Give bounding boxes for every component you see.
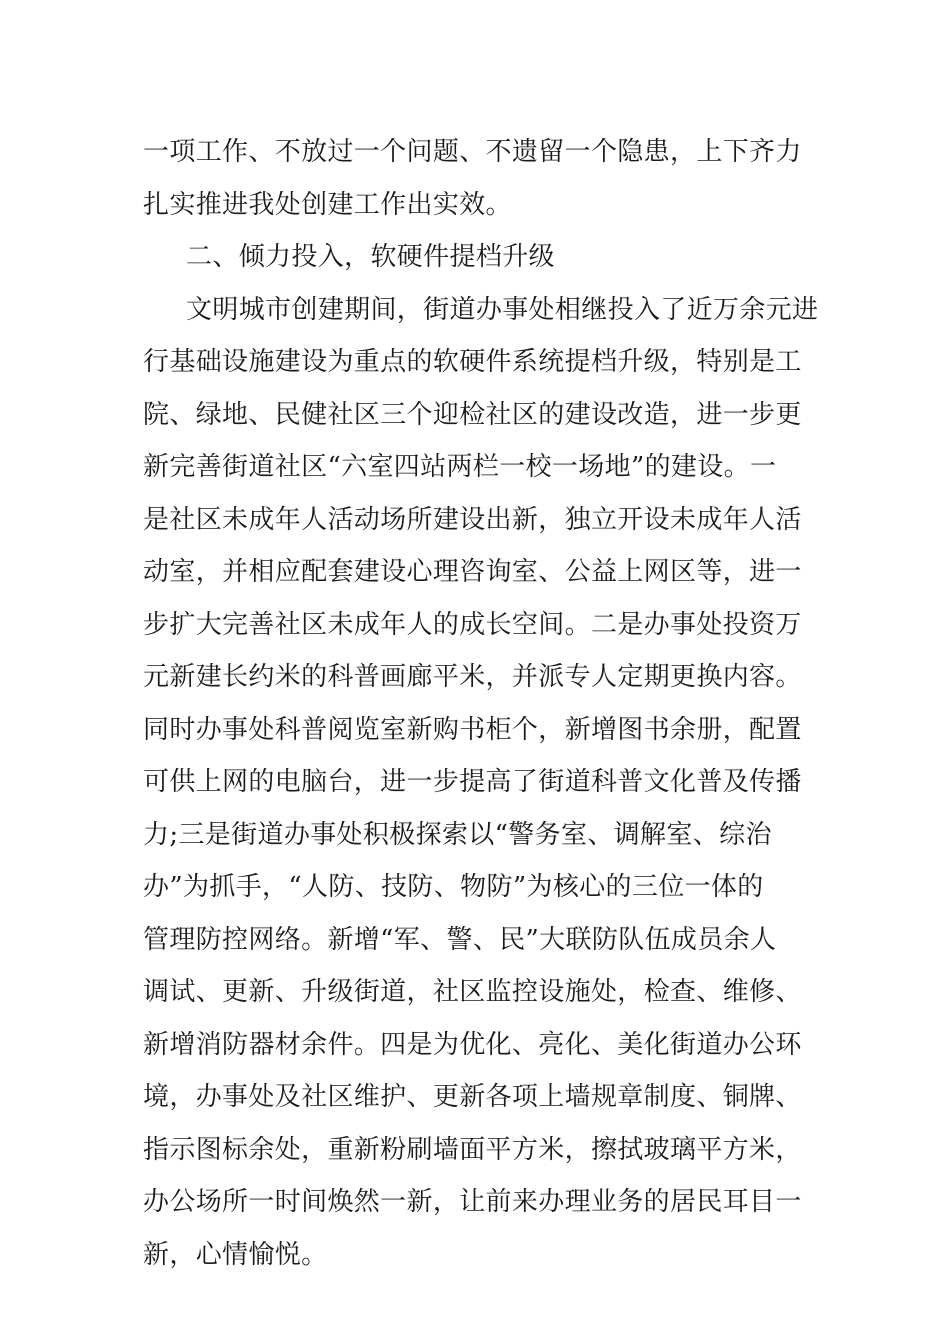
- paragraph-line: 元新建长约米的科普画廊平米，并派专人定期更换内容。: [143, 662, 802, 692]
- paragraph-line: 办公场所一时间焕然一新，让前来办理业务的居民耳目一: [143, 1187, 802, 1217]
- paragraph-line: 指示图标余处，重新粉刷墙面平方米，擦拭玻璃平方米，: [143, 1134, 802, 1165]
- paragraph-line: 同时办事处科普阅览室新购书柜个，新增图书余册，配置: [143, 714, 802, 745]
- section-heading: 二、倾力投入，软硬件提档升级: [186, 242, 555, 272]
- paragraph-line: 是社区未成年人活动场所建设出新，独立开设未成年人活: [143, 504, 802, 535]
- paragraph-line: 扎实推进我处创建工作出实效。: [143, 189, 512, 220]
- paragraph-line: 管理防控网络。新增“军、警、民”大联防队伍成员余人: [143, 924, 777, 955]
- paragraph-line: 境，办事处及社区维护、更新各项上墙规章制度、铜牌、: [143, 1082, 802, 1112]
- paragraph-line: 办”为抓手，“人防、技防、物防”为核心的三位一体的: [143, 872, 764, 902]
- paragraph-line: 可供上网的电脑台，进一步提高了街道科普文化普及传播: [143, 767, 802, 797]
- paragraph-line: 一项工作、不放过一个问题、不遗留一个隐患，上下齐力: [143, 137, 802, 167]
- paragraph-line: 行基础设施建设为重点的软硬件系统提档升级，特别是工: [143, 347, 802, 377]
- paragraph-line: 院、绿地、民健社区三个迎检社区的建设改造，进一步更: [143, 399, 802, 430]
- paragraph-line: 动室，并相应配套建设心理咨询室、公益上网区等，进一: [143, 557, 802, 587]
- paragraph-line: 调试、更新、升级街道，社区监控设施处，检查、维修、: [143, 977, 802, 1007]
- paragraph-line: 新增消防器材余件。四是为优化、亮化、美化街道办公环: [143, 1029, 802, 1060]
- paragraph-line: 步扩大完善社区未成年人的成长空间。二是办事处投资万: [143, 609, 802, 640]
- paragraph-line: 文明城市创建期间，街道办事处相继投入了近万余元进: [186, 294, 819, 325]
- document-body: [143, 126, 819, 1281]
- paragraph-line: 力;三是街道办事处积极探索以“警务室、调解室、综治: [143, 819, 772, 850]
- paragraph-line: 新完善街道社区“六室四站两栏一校一场地”的建设。一: [143, 452, 777, 482]
- paragraph-line: 新，心情愉悦。: [143, 1239, 328, 1270]
